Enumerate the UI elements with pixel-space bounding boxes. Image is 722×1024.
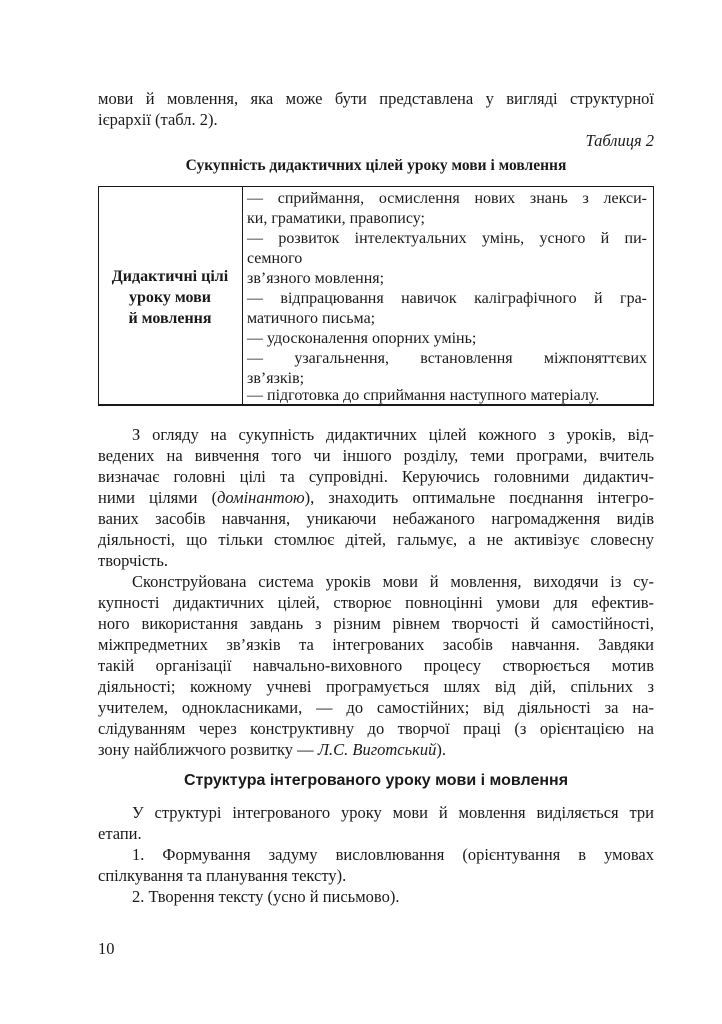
paragraph-2-line: учителем, однокласниками, — до самостійних; від діяльності за на-	[98, 698, 654, 717]
text-run: ).	[436, 740, 446, 759]
paragraph-2-line: міжпредметних зв’язків та інтегрованих засобів навчання. Завдяки	[98, 635, 654, 654]
table-goal-line: — сприймання, осмислення нових знань з лекси-	[247, 190, 647, 207]
intro-line-2: ієрархії (табл. 2).	[98, 110, 218, 129]
paragraph-3-line: 2. Творення тексту (усно й письмово).	[132, 887, 400, 906]
paragraph-1-line: творчість.	[98, 551, 169, 570]
paragraph-3-line: етапи.	[98, 824, 142, 843]
table-goal-line: матичного письма;	[247, 310, 376, 327]
table-goal-line: — відпрацювання навичок каліграфічного й гра-	[247, 290, 647, 307]
section-heading: Структура інтегрованого уроку мови і мовлення	[183, 772, 569, 789]
table-caption: Таблиця 2	[585, 131, 654, 150]
paragraph-3-line: спілкування та планування тексту).	[98, 866, 347, 885]
table-title: Сукупність дидактичних цілей уроку мови і мовлення	[185, 157, 567, 174]
text-run: ними цілями (	[98, 488, 218, 507]
paragraph-2-line: Сконструйована система уроків мови й мовлення, виходячи із су-	[132, 572, 654, 591]
paragraph-2-line: такій організації навчально-виховного процесу створюється мотив	[98, 656, 654, 675]
text-run: зону найближчого розвитку —	[98, 740, 318, 759]
paragraph-1-line: ваних засобів навчання, уникаючи небажаного нагромадження видів	[98, 509, 654, 528]
table-label-line-3: й мовлення	[128, 310, 212, 327]
paragraph-1-line	[98, 487, 654, 508]
goals-table	[98, 186, 654, 406]
table-right-border	[653, 187, 654, 404]
table-label-line-2: уроку мови	[128, 289, 212, 306]
paragraph-2-line: купності дидактичних цілей, створює повноцінні умови для ефектив-	[98, 593, 654, 612]
paragraph-1-line: З огляду на сукупність дидактичних цілей кожного з уроків, від-	[132, 425, 654, 444]
table-goal-line: зв’язків;	[247, 370, 305, 387]
table-label-line-1: Дидактичні цілі	[111, 268, 229, 285]
table-goal-line: — підготовка до сприймання наступного матеріалу.	[247, 387, 600, 404]
paragraph-3-line: 1. Формування задуму висловлювання (орієнтування в умовах	[132, 845, 654, 864]
paragraph-2-line: діяльності; кожному учневі програмується шлях від дій, спільних з	[98, 677, 654, 696]
intro-line-1: мови й мовлення, яка може бути представлена у вигляді структурної	[98, 89, 654, 108]
paragraph-1-line: ведених на вивчення того чи іншого розділу, теми програми, вчитель	[98, 446, 654, 465]
table-goal-line: — розвиток інтелектуальних умінь, усного й пи-	[247, 230, 647, 247]
paragraph-3-line: У структурі інтегрованого уроку мови й мовлення виділяється три	[132, 803, 654, 822]
table-goal-line: семного	[247, 250, 303, 267]
table-goal-line: ки, граматики, правопису;	[247, 210, 425, 227]
citation-author: Л.С. Виготський	[317, 740, 437, 759]
table-goal-line: — узагальнення, встановлення міжпоняттєвих	[247, 350, 647, 367]
table-goal-line: — удосконалення опорних умінь;	[247, 330, 477, 347]
paragraph-1-line: визначає головні цілі та супровідні. Керуючись головними дидактич-	[98, 467, 654, 486]
page-number: 10	[98, 939, 115, 958]
paragraph-1-line: діяльності, що тільки стомлює дітей, гальмує, а не активізує словесну	[98, 530, 654, 549]
paragraph-2-line: слідуванням через конструктивну до творчої праці (з орієнтацією на	[98, 719, 654, 738]
paragraph-2-line	[98, 739, 654, 760]
emphasis-term: домінантою	[217, 488, 305, 507]
table-goal-line: зв’язного мовлення;	[247, 270, 385, 287]
text-run: ), знаходить оптимальне поєднання інтегро-	[304, 488, 655, 507]
table-column-divider	[242, 187, 243, 404]
paragraph-2-line: ного використання завдань з різним рівнем творчості й самостійності,	[98, 614, 654, 633]
